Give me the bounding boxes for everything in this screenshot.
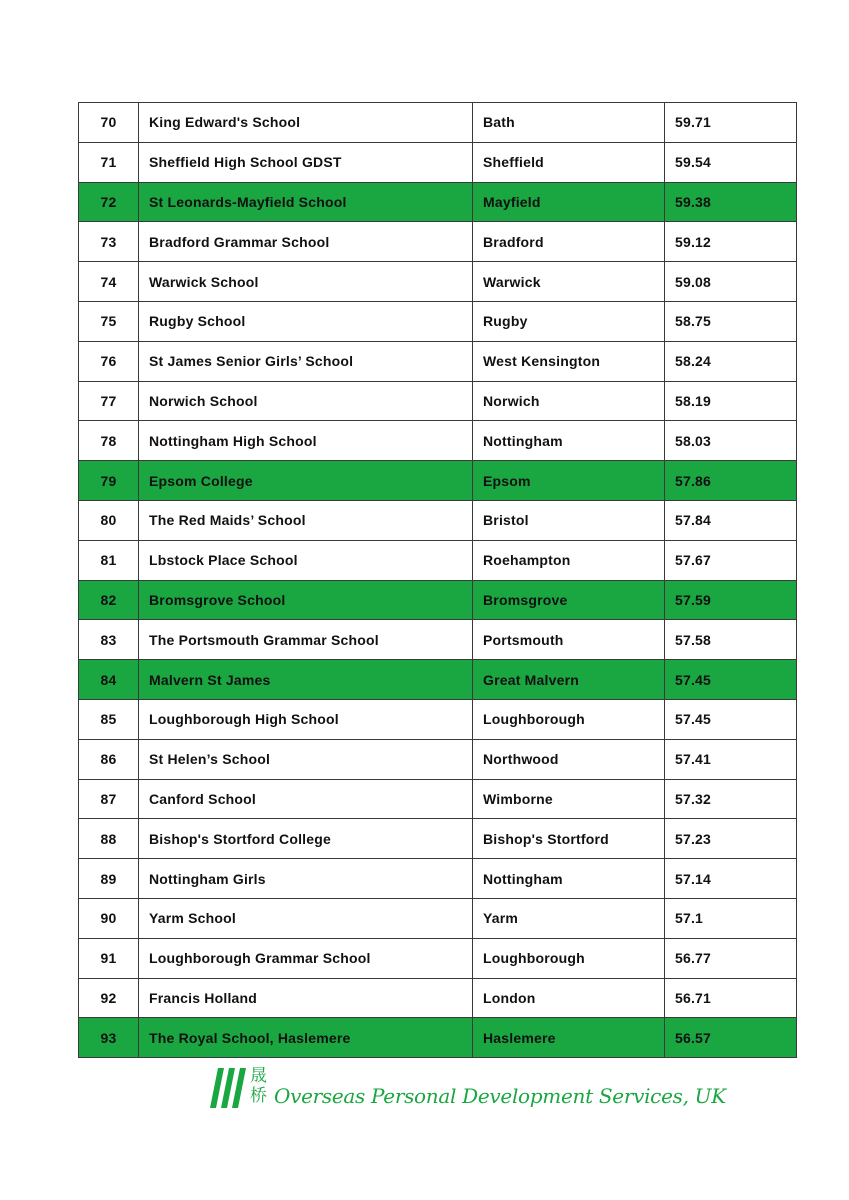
score-cell: 56.57	[665, 1018, 797, 1058]
location-cell: Yarm	[473, 898, 665, 938]
school-name-cell: Yarm School	[139, 898, 473, 938]
school-ranking-table	[78, 102, 797, 1058]
score-cell: 57.86	[665, 461, 797, 501]
company-name: Overseas Personal Development Services, UK	[274, 1084, 726, 1108]
rank-cell: 73	[79, 222, 139, 262]
school-name-cell: St Helen’s School	[139, 739, 473, 779]
table-row	[79, 461, 797, 501]
school-name-cell: The Portsmouth Grammar School	[139, 620, 473, 660]
rank-cell: 80	[79, 500, 139, 540]
score-cell: 57.67	[665, 540, 797, 580]
score-cell: 59.71	[665, 103, 797, 143]
table-row	[79, 660, 797, 700]
location-cell: Bradford	[473, 222, 665, 262]
school-name-cell: Bromsgrove School	[139, 580, 473, 620]
location-cell: Bath	[473, 103, 665, 143]
score-cell: 58.75	[665, 301, 797, 341]
score-cell: 57.1	[665, 898, 797, 938]
table-row	[79, 381, 797, 421]
table-row	[79, 699, 797, 739]
score-cell: 59.12	[665, 222, 797, 262]
location-cell: London	[473, 978, 665, 1018]
score-cell: 57.45	[665, 660, 797, 700]
table-row	[79, 182, 797, 222]
rank-cell: 82	[79, 580, 139, 620]
score-cell: 57.14	[665, 859, 797, 899]
location-cell: Northwood	[473, 739, 665, 779]
rank-cell: 89	[79, 859, 139, 899]
location-cell: Haslemere	[473, 1018, 665, 1058]
location-cell: Mayfield	[473, 182, 665, 222]
location-cell: Rugby	[473, 301, 665, 341]
school-name-cell: Loughborough Grammar School	[139, 938, 473, 978]
table-row	[79, 341, 797, 381]
score-cell: 57.32	[665, 779, 797, 819]
rank-cell: 91	[79, 938, 139, 978]
table-row	[79, 898, 797, 938]
score-cell: 58.03	[665, 421, 797, 461]
school-name-cell: St James Senior Girls’ School	[139, 341, 473, 381]
rank-cell: 86	[79, 739, 139, 779]
school-name-cell: Lbstock Place School	[139, 540, 473, 580]
score-cell: 57.23	[665, 819, 797, 859]
rank-cell: 71	[79, 142, 139, 182]
rank-cell: 70	[79, 103, 139, 143]
company-logo	[210, 1062, 726, 1112]
school-name-cell: Bishop's Stortford College	[139, 819, 473, 859]
table-row	[79, 819, 797, 859]
rank-cell: 77	[79, 381, 139, 421]
table-row	[79, 421, 797, 461]
table-row	[79, 262, 797, 302]
school-name-cell: St Leonards-Mayfield School	[139, 182, 473, 222]
score-cell: 57.45	[665, 699, 797, 739]
location-cell: Wimborne	[473, 779, 665, 819]
rank-cell: 72	[79, 182, 139, 222]
logo-stripes-icon	[210, 1068, 248, 1108]
location-cell: West Kensington	[473, 341, 665, 381]
score-cell: 57.41	[665, 739, 797, 779]
score-cell: 59.08	[665, 262, 797, 302]
score-cell: 57.84	[665, 500, 797, 540]
rank-cell: 76	[79, 341, 139, 381]
ranking-table-body	[79, 103, 797, 1058]
table-row	[79, 779, 797, 819]
school-name-cell: King Edward's School	[139, 103, 473, 143]
location-cell: Nottingham	[473, 421, 665, 461]
score-cell: 56.77	[665, 938, 797, 978]
table-row	[79, 580, 797, 620]
score-cell: 57.59	[665, 580, 797, 620]
rank-cell: 84	[79, 660, 139, 700]
rank-cell: 85	[79, 699, 139, 739]
location-cell: Loughborough	[473, 699, 665, 739]
logo-chinese-char-top: 晟	[250, 1066, 267, 1086]
location-cell: Great Malvern	[473, 660, 665, 700]
rank-cell: 74	[79, 262, 139, 302]
location-cell: Sheffield	[473, 142, 665, 182]
location-cell: Bromsgrove	[473, 580, 665, 620]
location-cell: Epsom	[473, 461, 665, 501]
rank-cell: 93	[79, 1018, 139, 1058]
table-row	[79, 222, 797, 262]
rank-cell: 83	[79, 620, 139, 660]
location-cell: Warwick	[473, 262, 665, 302]
score-cell: 59.54	[665, 142, 797, 182]
school-name-cell: Nottingham Girls	[139, 859, 473, 899]
rank-cell: 87	[79, 779, 139, 819]
table-row	[79, 620, 797, 660]
score-cell: 58.24	[665, 341, 797, 381]
location-cell: Roehampton	[473, 540, 665, 580]
table-row	[79, 938, 797, 978]
location-cell: Bristol	[473, 500, 665, 540]
table-row	[79, 859, 797, 899]
table-row	[79, 500, 797, 540]
school-name-cell: Malvern St James	[139, 660, 473, 700]
table-row	[79, 1018, 797, 1058]
location-cell: Loughborough	[473, 938, 665, 978]
school-name-cell: Rugby School	[139, 301, 473, 341]
school-name-cell: The Royal School, Haslemere	[139, 1018, 473, 1058]
table-row	[79, 978, 797, 1018]
location-cell: Bishop's Stortford	[473, 819, 665, 859]
rank-cell: 79	[79, 461, 139, 501]
score-cell: 57.58	[665, 620, 797, 660]
school-name-cell: Nottingham High School	[139, 421, 473, 461]
school-name-cell: Norwich School	[139, 381, 473, 421]
rank-cell: 90	[79, 898, 139, 938]
table-row	[79, 540, 797, 580]
rank-cell: 78	[79, 421, 139, 461]
school-name-cell: Francis Holland	[139, 978, 473, 1018]
location-cell: Nottingham	[473, 859, 665, 899]
rank-cell: 75	[79, 301, 139, 341]
score-cell: 59.38	[665, 182, 797, 222]
logo-chinese-char-bottom: 桥	[250, 1086, 267, 1106]
school-name-cell: Epsom College	[139, 461, 473, 501]
school-name-cell: Loughborough High School	[139, 699, 473, 739]
score-cell: 56.71	[665, 978, 797, 1018]
table-row	[79, 103, 797, 143]
score-cell: 58.19	[665, 381, 797, 421]
table-row	[79, 142, 797, 182]
location-cell: Portsmouth	[473, 620, 665, 660]
school-name-cell: Bradford Grammar School	[139, 222, 473, 262]
rank-cell: 81	[79, 540, 139, 580]
school-name-cell: Canford School	[139, 779, 473, 819]
table-row	[79, 301, 797, 341]
table-row	[79, 739, 797, 779]
rank-cell: 88	[79, 819, 139, 859]
school-name-cell: Warwick School	[139, 262, 473, 302]
rank-cell: 92	[79, 978, 139, 1018]
school-name-cell: The Red Maids’ School	[139, 500, 473, 540]
school-name-cell: Sheffield High School GDST	[139, 142, 473, 182]
location-cell: Norwich	[473, 381, 665, 421]
